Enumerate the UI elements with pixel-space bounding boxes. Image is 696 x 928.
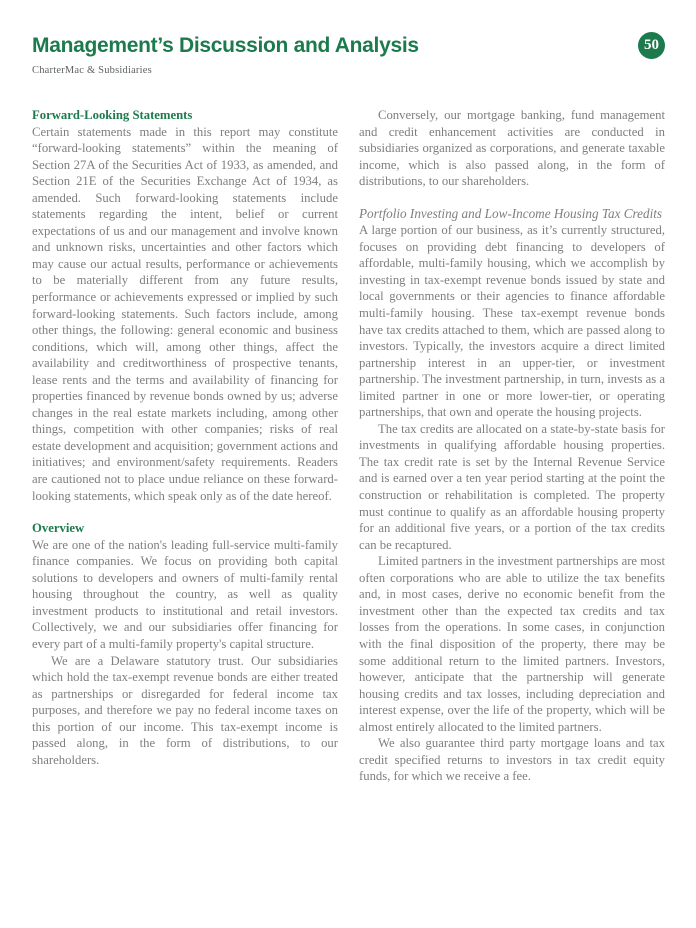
page-number-badge: 50 xyxy=(638,32,665,59)
left-column xyxy=(32,107,338,785)
paragraph-overview-1: We are one of the nation's leading full-service multi-family finance companies. We focus on providing both capital solutions to developers and owners of multi-family rental housing throughout the country, as well as quality investment products to institutional and retail investors. Collectively, we and our subsidiaries offer financing for every part of a multi-family property's capital structure. xyxy=(32,537,338,651)
page-header xyxy=(32,34,664,76)
page-subtitle: CharterMac & Subsidiaries xyxy=(32,65,152,76)
section-heading-forward-looking-statements: Forward-Looking Statements xyxy=(32,108,193,122)
right-column xyxy=(359,107,665,785)
paragraph-portfolio-1: A large portion of our business, as it’s currently structured, focuses on providing debt financing to developers of affordable, multi-family housing, which we accomplish by investing in tax-exempt revenue bonds issued by state and local governments or their agencies to finance affordable multi-family housing. These tax-exempt revenue bonds have tax credits attached to them, which are passed along to investors. Typically, the investors acquire a direct limited partnership interest in an upper-tier, or investment partnership. The investment partnership, in turn, invests as a limited partner in one or more lower-tier, or operating partnerships, that own and operate the housing projects. xyxy=(359,223,665,420)
section-heading-overview: Overview xyxy=(32,521,85,536)
paragraph-portfolio-3: Limited partners in the investment partnerships are most often corporations who are able to utilize the tax benefits and, in most cases, derive no economic benefit from the investment other than the expected tax credits and tax losses from the operations. In some cases, in conjunction with the final disposition of the property, there may be some additional return to the limited partners. Investors, however, anticipate that the partnership will generate housing credits and tax losses, including depreciation and interest expense, over the life of the property, which will be almost entirely allocated to the limited partners. xyxy=(359,554,665,734)
paragraph-portfolio-2: The tax credits are allocated on a state-by-state basis for investments in qualifying affordable housing properties. The tax credit rate is set by the Internal Revenue Service and is earned over a ten year period starting at the point the construction or rehabilitation is completed. The property must continue to qualify as an affordable housing property for an additional five years, or a portion of the tax credits can be recaptured. xyxy=(359,421,665,552)
section-heading-portfolio-investing: Portfolio Investing and Low-Income Housing Tax Credits xyxy=(359,205,663,221)
paragraph-overview-2: We are a Delaware statutory trust. Our subsidiaries which hold the tax-exempt revenue bonds are either treated as partnerships or disregarded for federal income tax purposes, and therefore we pay no federal income taxes on this portion of our income. This tax-exempt income is passed along, in the form of distributions, to our shareholders. xyxy=(32,653,338,767)
paragraph-portfolio-4: We also guarantee third party mortgage loans and tax credit specified returns to investors in tax credit equity funds, for which we receive a fee. xyxy=(359,736,665,784)
page-title: Management’s Discussion and Analysis xyxy=(32,34,419,57)
paragraph-conversely: Conversely, our mortgage banking, fund management and credit enhancement activities are conducted in subsidiaries organized as corporations, and generate taxable income, which is also passed along, in the form of distributions, to our shareholders. xyxy=(359,108,665,189)
paragraph-forward-looking: Certain statements made in this report may constitute “forward-looking statements” within the meaning of Section 27A of the Securities Act of 1933, as amended, and Section 21E of the Securities Exchange Act of 1934, as amended. Such forward-looking statements include statements regarding the intent, belief or current expectations of us and our management and involve known and unknown risks, uncertainties and other factors which may cause our actual results, performance or achievements to be materially different from any future results, performance or achievements expressed or implied by such forward-looking statements. Such factors include, among other things, the following: general economic and business conditions, which will, among other things, affect the availability and creditworthiness of prospective tenants, lease rents and the terms and availability of financing for properties financed by revenue bonds owned by us; adverse changes in the real estate markets including, among other things, competition with other companies; risks of real estate development and acquisition; government actions and initiatives; and environment/safety requirements. Readers are cautioned not to place undue reliance on these forward-looking statements, which speak only as of the date hereof. xyxy=(32,124,338,503)
two-column-body xyxy=(32,107,665,785)
